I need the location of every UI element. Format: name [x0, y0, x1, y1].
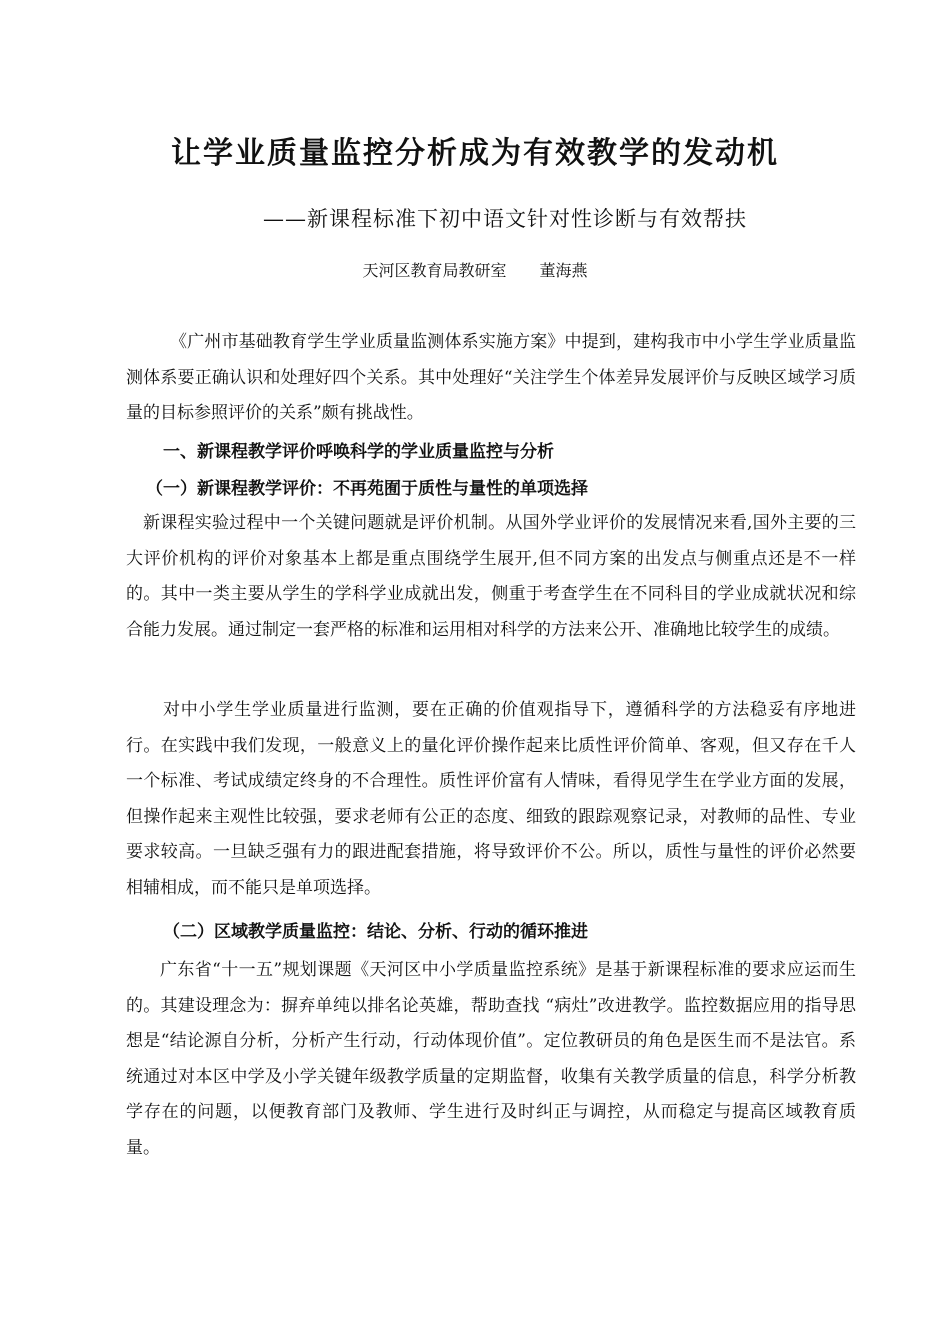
- section-1-heading: 一、新课程教学评价呼唤科学的学业质量监控与分析: [163, 442, 554, 462]
- document-subtitle: ——新课程标准下初中语文针对性诊断与有效帮扶: [263, 207, 747, 231]
- document-title: 让学业质量监控分析成为有效教学的发动机: [171, 136, 779, 171]
- subsection-2-heading: （二）区域教学质量监控：结论、分析、行动的循环推进: [163, 922, 588, 942]
- byline-organization: 天河区教育局教研室: [362, 261, 507, 280]
- byline: [0, 258, 950, 284]
- subsection-1-heading: （一）新课程教学评价：不再苑囿于质性与量性的单项选择: [146, 479, 588, 499]
- subsection-1-paragraph-2: 对中小学生学业质量进行监测，要在正确的价值观指导下，遵循科学的方法稳妥有序地进行。在实践中我们发现，一般意义上的量化评价操作起来比质性评价简单、客观，但又存在千人一个标准、考试成绩定终身的不合理性。质性评价富有人情味，看得见学生在学业方面的发展，但操作起来主观性比较强，要求老师有公正的态度、细致的跟踪观察记录，对教师的品性、专业要求较高。一旦缺乏强有力的跟进配套措施，将导致评价不公。所以，质性与量性的评价必然要相辅相成，而不能只是单项选择。: [126, 700, 856, 898]
- intro-paragraph: 《广州市基础教育学生学业质量监测体系实施方案》中提到，建构我市中小学生学业质量监测体系要正确认识和处理好四个关系。其中处理好“关注学生个体差异发展评价与反映区域学习质量的目标参照评价的关系”颇有挑战性。: [126, 332, 856, 423]
- byline-author: 董海燕: [539, 261, 588, 280]
- subsection-2-paragraph-1: 广东省“十一五”规划课题《天河区中小学质量监控系统》是基于新课程标准的要求应运而生的。其建设理念为：摒弃单纯以排名论英雄，帮助查找 “病灶”改进教学。监控数据应用的指导思想是“结论源自分析，分析产生行动，行动体现价值”。定位教研员的角色是医生而不是法官。系统通过对本区中学及小学关键年级教学质量的定期监督，收集有关教学质量的信息，科学分析教学存在的问题，以便教育部门及教师、学生进行及时纠正与调控，从而稳定与提高区域教育质量。: [126, 960, 856, 1158]
- subsection-1-paragraph-1: 新课程实验过程中一个关键问题就是评价机制。从国外学业评价的发展情况来看,国外主要的三大评价机构的评价对象基本上都是重点围绕学生展开,但不同方案的出发点与侧重点还是不一样的。其中一类主要从学生的学科学业成就出发，侧重于考查学生在不同科目的学业成就状况和综合能力发展。通过制定一套严格的标准和运用相对科学的方法来公开、准确地比较学生的成绩。: [126, 513, 856, 640]
